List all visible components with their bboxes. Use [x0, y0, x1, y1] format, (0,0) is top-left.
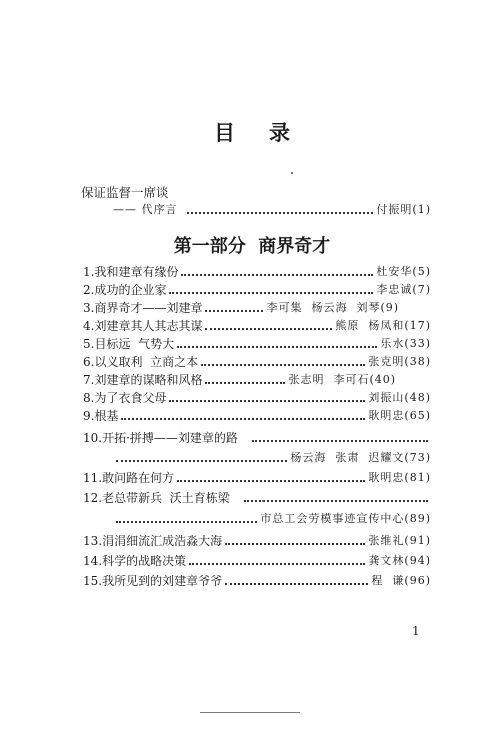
- entry-number: 11.: [83, 471, 103, 485]
- entry-number: 12.: [83, 491, 103, 505]
- toc-entry: [83, 428, 431, 446]
- entry-author: 李可集 杨云海 刘琴: [266, 301, 381, 314]
- dot-leader: [201, 364, 365, 366]
- dot-leader: [187, 212, 374, 214]
- toc-entry: [83, 262, 431, 280]
- entry-page: (48): [404, 391, 431, 404]
- entry-author: 李忠诚: [376, 283, 413, 296]
- toc-entry: [83, 298, 431, 316]
- entry-title: 科学的战略决策: [102, 554, 187, 568]
- entry-author: 耿明忠: [368, 471, 405, 484]
- entry-number: 9.: [83, 409, 95, 423]
- entry-number: 3.: [83, 301, 95, 315]
- dot-leader: [252, 440, 428, 442]
- toc-entry-continuation: [113, 509, 431, 527]
- entry-title: 刘建章其人其志其谋: [94, 319, 203, 333]
- entry-page: (81): [404, 471, 431, 484]
- dot-leader: [116, 521, 257, 523]
- preface-title: 保证监督一席谈: [81, 185, 169, 200]
- toc-entry: [83, 370, 431, 388]
- dot-leader: [225, 583, 368, 585]
- entry-number: 4.: [83, 319, 95, 333]
- entry-author: 杨云海 张肃 迟耀文: [290, 451, 405, 464]
- toc-entry: [83, 352, 431, 370]
- entry-number: 8.: [83, 391, 95, 405]
- entry-number: 6.: [83, 355, 95, 369]
- part-title: 第一部分 商界奇才: [173, 236, 331, 257]
- preface-entry: [113, 200, 431, 218]
- entry-author: 刘振山: [368, 391, 405, 404]
- entry-title: 涓涓细流汇成浩淼大海: [102, 534, 223, 548]
- entry-number: 7.: [83, 373, 95, 387]
- dot-leader: [181, 274, 373, 276]
- preface-author: 付振明: [376, 203, 413, 216]
- dot-leader: [121, 418, 365, 420]
- dot-leader: [189, 563, 365, 565]
- entry-title: 敢问路在何方: [102, 471, 175, 485]
- preface-sub-label: —— 代序言: [113, 203, 178, 216]
- entry-page: (96): [404, 574, 431, 587]
- preface-page: (1): [412, 203, 431, 216]
- entry-title: 商界奇才——刘建章: [94, 301, 203, 315]
- entry-author: 张志明 李可石: [288, 373, 370, 386]
- entry-author: 杜安华: [376, 265, 413, 278]
- entry-page: (38): [404, 355, 431, 368]
- dot-leader: [116, 460, 287, 462]
- dot-leader: [225, 543, 365, 545]
- toc-entry: [83, 280, 431, 298]
- toc-entry: [83, 531, 431, 549]
- entry-number: 2.: [83, 283, 95, 297]
- dot-leader: [177, 480, 365, 482]
- toc-entry: [83, 316, 431, 334]
- toc-entry: [83, 406, 431, 424]
- entry-number: 14.: [83, 554, 103, 568]
- toc-entry: [83, 334, 431, 352]
- toc-entry: [83, 388, 431, 406]
- entry-author: 程 谦: [371, 574, 405, 587]
- entry-page: (89): [404, 512, 431, 525]
- entry-title: 老总带新兵 沃土育栋梁: [102, 491, 230, 505]
- entry-title: 以义取利 立商之本: [94, 355, 199, 369]
- entry-author: 耿明忠: [368, 409, 405, 422]
- entry-title: 为了衣食父母: [94, 391, 167, 405]
- toc-entry: [83, 571, 431, 589]
- entry-title: 我所见到的刘建章爷爷: [102, 574, 223, 588]
- entry-number: 1.: [83, 265, 95, 279]
- entry-author: 张克明: [368, 355, 405, 368]
- entry-title: 根基: [94, 409, 119, 423]
- entry-number: 10.: [83, 431, 103, 445]
- entry-page: (5): [412, 265, 431, 278]
- bottom-rule: [200, 712, 300, 713]
- entry-author: 龚文林: [368, 554, 405, 567]
- toc-entry: [83, 551, 431, 569]
- entry-page: (94): [404, 554, 431, 567]
- toc-title: 目录: [214, 121, 324, 145]
- entry-page: (91): [404, 534, 431, 547]
- entry-page: (40): [369, 373, 397, 386]
- entry-page: (73): [404, 451, 431, 464]
- entry-author: 熊原 杨凤和: [335, 319, 405, 332]
- dot-leader: [169, 292, 373, 294]
- dot-leader: [244, 500, 428, 502]
- dot-leader: [169, 400, 365, 402]
- entry-author: 乐水: [380, 337, 405, 350]
- entry-number: 13.: [83, 534, 103, 548]
- entry-title: 目标远 气势大: [94, 337, 175, 351]
- dot-leader: [205, 328, 332, 330]
- toc-entry: [83, 468, 431, 486]
- scan-speck: [291, 172, 293, 174]
- entry-title: 开拓·拼搏——刘建章的路: [102, 431, 238, 445]
- entry-page: (65): [404, 409, 431, 422]
- entry-number: 5.: [83, 337, 95, 351]
- entry-number: 15.: [83, 574, 103, 588]
- toc-entry: [83, 488, 431, 506]
- dot-leader: [205, 310, 263, 312]
- entry-page: (9): [380, 301, 400, 314]
- entry-title: 我和建章有缘份: [94, 265, 179, 279]
- scan-speck: [262, 500, 264, 502]
- entry-page: (33): [404, 337, 431, 350]
- entry-page: (7): [412, 283, 431, 296]
- entry-author: 张维礼: [368, 534, 405, 547]
- dot-leader: [177, 346, 377, 348]
- page-number: 1: [412, 624, 420, 638]
- dot-leader: [205, 382, 285, 384]
- toc-entry-continuation: [113, 448, 431, 466]
- entry-page: (17): [404, 319, 431, 332]
- entry-author: 市总工会劳模事迹宣传中心: [260, 512, 405, 525]
- entry-title: 成功的企业家: [94, 283, 167, 297]
- entry-title: 刘建章的谋略和风格: [94, 373, 203, 387]
